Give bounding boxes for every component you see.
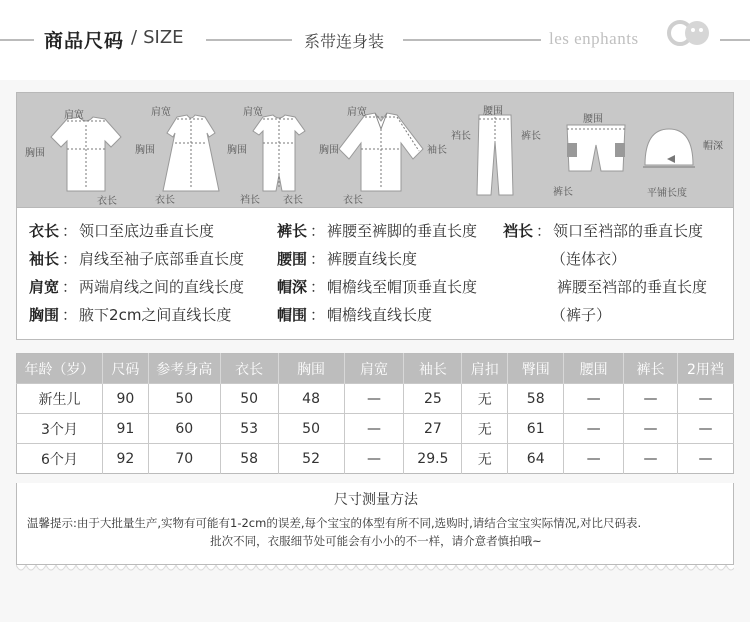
label-romper-chest: 胸围 bbox=[227, 145, 247, 156]
table-cell: 6个月 bbox=[17, 444, 103, 474]
def-desc: 裤腰至裤脚的垂直长度 bbox=[327, 222, 478, 240]
def-term: 帽围 bbox=[277, 306, 308, 324]
table-cell: 58 bbox=[508, 384, 564, 414]
label-pants-length: 裤长 bbox=[521, 131, 541, 142]
page-title: 商品尺码 bbox=[44, 30, 125, 52]
label-shirt-shoulder: 肩宽 bbox=[347, 107, 367, 118]
label-romper-shoulder: 肩宽 bbox=[243, 107, 263, 118]
def-term: 腰围 bbox=[277, 250, 308, 268]
def-desc: 肩线至袖子底部垂直长度 bbox=[79, 250, 245, 268]
def-term: 帽深 bbox=[277, 278, 308, 296]
notes-warning: 温馨提示:由于大批量生产,实物有可能有1-2cm的误差,每个宝宝的体型有所不同,选购时,请结合宝宝实际情况,对比尺码表. bbox=[27, 516, 642, 530]
header-divider-left bbox=[0, 39, 34, 41]
table-cell: 3个月 bbox=[17, 414, 103, 444]
table-cell: 91 bbox=[102, 414, 148, 444]
size-label: SIZE bbox=[143, 27, 184, 48]
table-cell: — bbox=[624, 414, 678, 444]
header-divider-right bbox=[720, 39, 750, 41]
table-cell: — bbox=[624, 384, 678, 414]
notes-title: 尺寸测量方法 bbox=[334, 492, 418, 508]
table-cell: 58 bbox=[220, 444, 278, 474]
def-chest: 胸围 ： 腋下2cm之间直线长度 bbox=[29, 306, 232, 324]
romper-icon bbox=[249, 113, 309, 193]
def-desc: 领口至裆部的垂直长度 bbox=[553, 222, 704, 240]
table-cell: 48 bbox=[278, 384, 344, 414]
def-waist: 腰围 ： 裤腰直线长度 bbox=[277, 250, 418, 268]
col-header: 尺码 bbox=[102, 354, 148, 384]
table-cell: 64 bbox=[508, 444, 564, 474]
label-pants-crotch: 裆长 bbox=[451, 131, 471, 142]
def-term: 衣长 bbox=[29, 222, 60, 240]
table-cell: 90 bbox=[102, 384, 148, 414]
header-divider-mid-right bbox=[403, 39, 541, 41]
col-header: 年龄（岁） bbox=[17, 354, 103, 384]
def-term: 肩宽 bbox=[29, 278, 60, 296]
table-cell: — bbox=[677, 444, 733, 474]
label-romper-crotch: 裆长 bbox=[240, 195, 260, 206]
label-shirt-length: 衣长 bbox=[343, 195, 363, 206]
label-dress-chest: 胸围 bbox=[135, 145, 155, 156]
col-header: 衣长 bbox=[220, 354, 278, 384]
notes-batch-note: 批次不同，衣服细节处可能会有小小的不一样，请介意者慎拍哦~ bbox=[210, 534, 542, 548]
page-header bbox=[0, 0, 750, 80]
label-shirt-chest: 胸围 bbox=[319, 145, 339, 156]
col-header: 裤长 bbox=[624, 354, 678, 384]
table-row bbox=[17, 444, 734, 474]
col-header: 肩宽 bbox=[344, 354, 404, 384]
label-pants-waist: 腰围 bbox=[483, 106, 503, 117]
table-cell: 92 bbox=[102, 444, 148, 474]
def-pants-crotch: 裤腰至裆部的垂直长度 bbox=[557, 278, 708, 296]
table-cell: — bbox=[677, 414, 733, 444]
table-cell: 60 bbox=[148, 414, 220, 444]
table-cell: — bbox=[677, 384, 733, 414]
def-term: 胸围 bbox=[29, 306, 60, 324]
table-header-row bbox=[17, 354, 734, 384]
col-header: 腰围 bbox=[564, 354, 624, 384]
title-slash: / bbox=[131, 27, 138, 48]
dress-icon bbox=[157, 111, 225, 193]
table-row bbox=[17, 384, 734, 414]
garment-illustration-panel bbox=[16, 92, 734, 208]
label-tshirt-shoulder: 肩宽 bbox=[64, 110, 84, 121]
header-divider-mid-left bbox=[206, 39, 292, 41]
table-cell: 70 bbox=[148, 444, 220, 474]
table-cell: 25 bbox=[404, 384, 462, 414]
table-row bbox=[17, 414, 734, 444]
table-cell: 29.5 bbox=[404, 444, 462, 474]
tshirt-icon bbox=[49, 115, 123, 193]
table-cell: 无 bbox=[462, 414, 508, 444]
col-header: 袖长 bbox=[404, 354, 462, 384]
label-shorts-waist: 腰围 bbox=[583, 114, 603, 125]
table-cell: — bbox=[344, 444, 404, 474]
def-hat-circumference: 帽围 ： 帽檐线直线长度 bbox=[277, 306, 433, 324]
table-cell: 52 bbox=[278, 444, 344, 474]
def-pants-length: 裤长 ： 裤腰至裤脚的垂直长度 bbox=[277, 222, 478, 240]
def-desc: 两端肩线之间的直线长度 bbox=[79, 278, 245, 296]
measurement-definitions bbox=[16, 208, 734, 340]
def-sleeve: 袖长 ： 肩线至袖子底部垂直长度 bbox=[29, 250, 245, 268]
brand-logo-icon bbox=[666, 16, 714, 50]
table-cell: 50 bbox=[278, 414, 344, 444]
table-cell: 无 bbox=[462, 444, 508, 474]
label-dress-length: 衣长 bbox=[155, 195, 175, 206]
label-romper-length: 衣长 bbox=[283, 195, 303, 206]
def-desc: 腋下2cm之间直线长度 bbox=[79, 306, 232, 324]
col-header: 肩扣 bbox=[462, 354, 508, 384]
scalloped-border bbox=[16, 565, 734, 575]
def-hat-depth: 帽深 ： 帽檐线至帽顶垂直长度 bbox=[277, 278, 478, 296]
def-length: 衣长 ： 领口至底边垂直长度 bbox=[29, 222, 215, 240]
shorts-icon bbox=[563, 121, 629, 175]
def-shoulder: 肩宽 ： 两端肩线之间的直线长度 bbox=[29, 278, 245, 296]
table-cell: — bbox=[564, 414, 624, 444]
def-term: 袖长 bbox=[29, 250, 60, 268]
table-cell: 53 bbox=[220, 414, 278, 444]
table-cell: — bbox=[624, 444, 678, 474]
def-desc: 帽檐线至帽顶垂直长度 bbox=[327, 278, 478, 296]
table-cell: 新生儿 bbox=[17, 384, 103, 414]
label-tshirt-chest: 胸围 bbox=[25, 148, 45, 159]
table-cell: 无 bbox=[462, 384, 508, 414]
label-hat-flat-length: 平铺长度 bbox=[647, 188, 687, 199]
label-shirt-sleeve: 袖长 bbox=[427, 145, 447, 156]
label-dress-shoulder: 肩宽 bbox=[151, 107, 171, 118]
col-header: 参考身高 bbox=[148, 354, 220, 384]
table-cell: — bbox=[344, 414, 404, 444]
table-cell: — bbox=[344, 384, 404, 414]
def-crotch: 裆长 ： 领口至裆部的垂直长度 bbox=[503, 222, 704, 240]
def-term: 裆长 bbox=[503, 222, 534, 240]
def-onepiece-note: （连体衣） bbox=[551, 250, 627, 268]
brand-name: les enphants bbox=[549, 29, 639, 48]
measurement-notes bbox=[16, 483, 734, 565]
col-header: 胸围 bbox=[278, 354, 344, 384]
def-pants-note: （裤子） bbox=[551, 306, 612, 324]
table-cell: 50 bbox=[148, 384, 220, 414]
size-heading bbox=[131, 27, 184, 48]
size-table bbox=[16, 353, 734, 474]
def-desc: 裤腰直线长度 bbox=[327, 250, 418, 268]
label-hat-depth: 帽深 bbox=[703, 141, 723, 152]
pants-icon bbox=[475, 111, 515, 197]
shirt-icon bbox=[335, 109, 427, 193]
hat-icon bbox=[639, 125, 697, 171]
product-name: 系带连身装 bbox=[304, 32, 385, 51]
col-header: 2用裆 bbox=[677, 354, 733, 384]
def-desc: 领口至底边垂直长度 bbox=[79, 222, 215, 240]
col-header: 臀围 bbox=[508, 354, 564, 384]
def-term: 裤长 bbox=[277, 222, 308, 240]
def-desc: 帽檐线直线长度 bbox=[327, 306, 433, 324]
table-cell: 50 bbox=[220, 384, 278, 414]
table-cell: 61 bbox=[508, 414, 564, 444]
label-tshirt-length: 衣长 bbox=[97, 196, 117, 207]
label-shorts-length: 裤长 bbox=[553, 187, 573, 198]
table-cell: — bbox=[564, 444, 624, 474]
table-cell: — bbox=[564, 384, 624, 414]
table-cell: 27 bbox=[404, 414, 462, 444]
